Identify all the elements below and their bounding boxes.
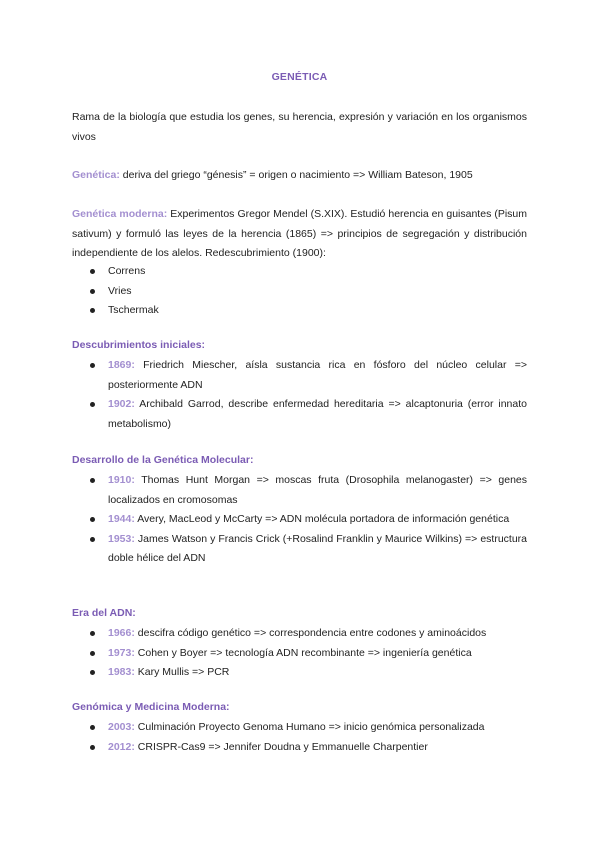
etymology-text: deriva del griego “génesis” = origen o nacimiento => William Bateson, 1905 — [119, 169, 473, 181]
bullet-icon — [90, 651, 95, 656]
section-heading-molecular-genetics: Desarrollo de la Genética Molecular: — [72, 454, 254, 466]
year-label: 1953: — [108, 532, 135, 545]
initial-discoveries-list — [72, 356, 527, 434]
year-label: 1910: — [108, 474, 135, 486]
list-item: 1869: Friedrich Miescher, aísla sustancia rica en fósforo del núcleo celular => posteriormente ADN — [72, 356, 527, 395]
list-item: Tschermak — [72, 301, 527, 321]
list-item: 1953: James Watson y Francis Crick (+Rosalind Franklin y Maurice Wilkins) => estructura doble hélice del ADN — [72, 530, 527, 569]
genomics-list — [72, 718, 527, 757]
etymology-paragraph — [72, 166, 527, 186]
list-item: 1983: Kary Mullis => PCR — [72, 663, 527, 683]
year-label: 1973: — [108, 646, 135, 659]
list-item: 2012: CRISPR-Cas9 => Jennifer Doudna y Emmanuelle Charpentier — [72, 738, 527, 758]
year-label: 1966: — [108, 627, 135, 639]
modern-genetics-label: Genética moderna: — [72, 208, 168, 220]
bullet-icon — [90, 725, 95, 730]
dna-era-list — [72, 624, 527, 683]
section-heading-dna-era: Era del ADN: — [72, 607, 136, 619]
list-item: 1910: Thomas Hunt Morgan => moscas fruta (Drosophila melanogaster) => genes localizados en cromosomas — [72, 471, 527, 510]
bullet-icon — [90, 670, 95, 675]
year-label: 2003: — [108, 721, 135, 733]
bullet-icon — [90, 745, 95, 750]
bullet-icon — [90, 537, 95, 542]
bullet-icon — [90, 269, 95, 274]
list-item: 1944: Avery, MacLeod y McCarty => ADN molécula portadora de información genética — [72, 510, 527, 530]
molecular-genetics-list — [72, 471, 527, 569]
list-item: 1973: Cohen y Boyer => tecnología ADN recombinante => ingeniería genética — [72, 644, 527, 664]
list-item: 1966: descifra código genético => correspondencia entre codones y aminoácidos — [72, 624, 527, 644]
year-label: 1869: — [108, 359, 135, 371]
bullet-icon — [90, 402, 95, 407]
bullet-icon — [90, 308, 95, 313]
modern-genetics-paragraph — [72, 205, 527, 264]
rediscoverers-list — [72, 262, 527, 321]
list-item: Correns — [72, 262, 527, 282]
list-item: 1902: Archibald Garrod, describe enfermedad hereditaria => alcaptonuria (error innato metabolismo) — [72, 395, 527, 434]
bullet-icon — [90, 517, 95, 522]
year-label: 1983: — [108, 666, 135, 678]
modern-genetics-text: Experimentos Gregor Mendel (S.XIX). Estudió herencia en guisantes (Pisum sativum) y formuló las leyes de la herencia (1865) => principios de segregación y distribución independiente de los alelos. Redescubrimiento (1900): — [72, 208, 527, 259]
year-label: 1902: — [108, 398, 135, 410]
intro-paragraph: Rama de la biología que estudia los genes, su herencia, expresión y variación en los organismos vivos — [72, 111, 527, 143]
section-heading-initial-discoveries: Descubrimientos iniciales: — [72, 339, 206, 351]
bullet-icon — [90, 478, 95, 483]
list-item: Vries — [72, 282, 527, 302]
section-heading-genomics: Genómica y Medicina Moderna: — [72, 701, 230, 713]
bullet-icon — [90, 289, 95, 294]
bullet-icon — [90, 631, 95, 636]
page-title: GENÉTICA — [271, 71, 328, 83]
year-label: 1944: — [108, 513, 135, 525]
etymology-label: Genética: — [72, 169, 120, 181]
bullet-icon — [90, 363, 95, 368]
year-label: 2012: — [108, 740, 135, 753]
list-item: 2003: Culminación Proyecto Genoma Humano => inicio genómica personalizada — [72, 718, 527, 738]
